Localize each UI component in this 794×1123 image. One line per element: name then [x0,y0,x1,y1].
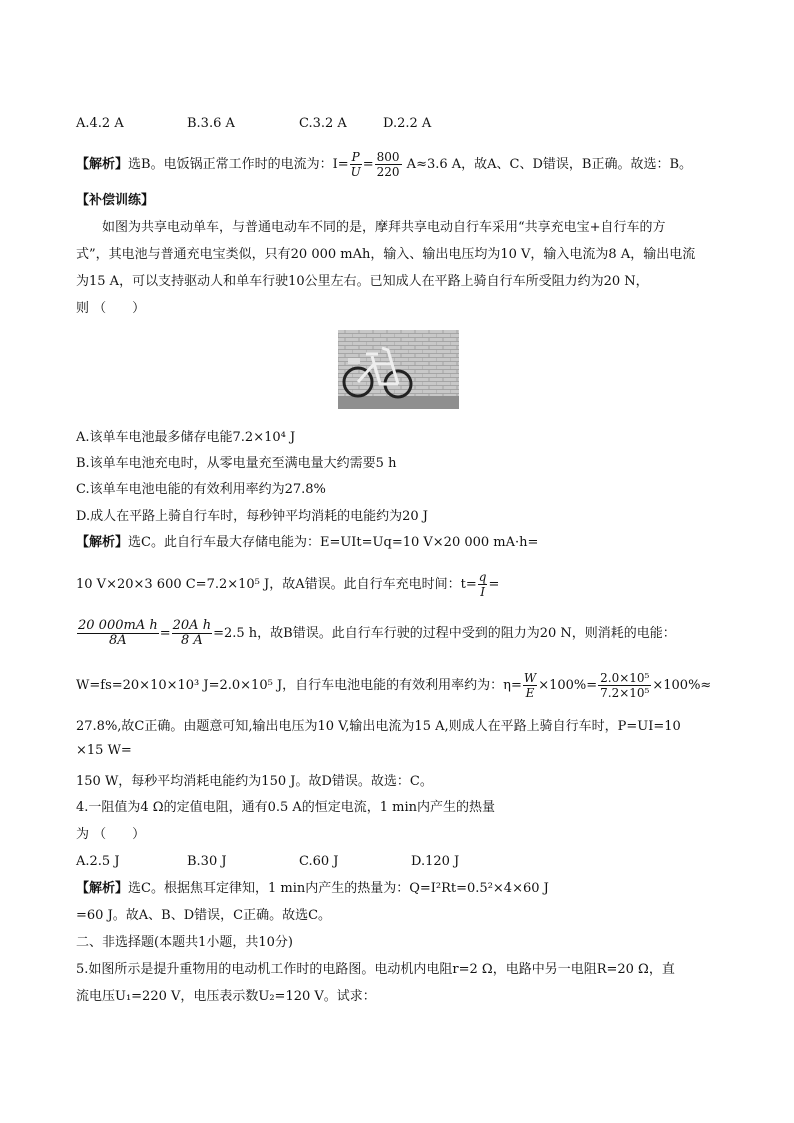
q3-line-4: 则 （ ） [76,301,146,316]
option-a: A.4.2 A [76,116,124,131]
option-b: B.3.6 A [187,116,235,131]
analysis-4-line-2: =60 J。故A、B、D错误，C正确。故选C。 [76,908,332,923]
analysis-tag: 【解析】 [76,157,129,172]
analysis-3-line-3: $\frac{\text{20 000mA h}}{8A}$ = $\frac{\text{20A h}}{8 A}$ =2.5 h，故B错误。此自行车行驶的过程中受到的阻力为20 N，则消耗的电能： [78,618,676,648]
analysis-3-line-7: 150 W，每秒平均消耗电能约为150 J。故D错误。故选：C。 [76,774,433,789]
analysis-3-line-5: 27.8%,故C正确。由题意可知,输出电压为10 V,输出电流为15 A,则成人在平路上骑自行车时，P=UI=10 [76,719,681,734]
fraction-p-over-u: $\frac{P}{U}$ [350,150,361,179]
analysis-1: 【解析】选B。电饭锅正常工作时的电流为：I= $\frac{P}{U}$ = $\frac{800}{220}$ A≈3.6 A，故A、C、D错误，B正确。故选：B。 [76,150,693,179]
q4-line-2: 为 （ ） [76,827,146,842]
q3-option-c: C.该单车电池电能的有效利用率约为27.8% [76,482,326,497]
q4-line-1: 4.一阻值为4 Ω的定值电阻，通有0.5 A的恒定电流，1 min内产生的热量 [76,800,496,815]
q5-line-1: 5.如图所示是提升重物用的电动机工作时的电路图。电动机内电阻r=2 Ω，电路中另一电阻R=20 Ω，直 [76,962,675,977]
analysis-3-line-2: 10 V×20×3 600 C=7.2×10⁵ J，故A错误。此自行车充电时间：t= $\frac{q}{I}$ = [76,570,500,599]
fraction-ah-over-a: $\frac{\text{20A h}}{8 A}$ [172,618,212,648]
analysis-3-line-6: ×15 W= [76,743,132,758]
section-2-heading: 二、非选择题(本题共1小题，共10分) [76,935,293,950]
analysis-3-line-1: 【解析】选C。此自行车最大存储电能为：E=UIt=Uq=10 V×20 000 mA·h= [76,535,539,550]
section-supplementary-training: 【补偿训练】 [76,193,155,208]
fraction-charge-over-current: $\frac{\text{20 000mA h}}{8A}$ [78,618,158,648]
q3-line-2: 式”，其电池与普通充电宝类似，只有20 000 mAh，输入、输出电压均为10 V，输入电流为8 A，输出电流 [76,247,696,262]
q3-line-3: 为15 A，可以支持驱动人和单车行驶10公里左右。已知成人在平路上骑自行车所受阻力约为20 N， [76,274,649,289]
fraction-800-over-220: $\frac{800}{220}$ [376,150,400,179]
shared-bike-photo [338,330,459,409]
q3-option-d: D.成人在平路上骑自行车时，每秒钟平均消耗的电能约为20 J [76,509,428,524]
prev-question-options [76,114,431,134]
q4-options: A.2.5 J B.30 J C.60 J D.120 J [76,854,460,869]
q3-option-b: B.该单车电池充电时，从零电量充至满电量大约需要5 h [76,456,397,471]
fraction-q-over-i: $\frac{q}{I}$ [478,570,487,599]
analysis-4-line-1: 【解析】选C。根据焦耳定律知，1 min内产生的热量为：Q=I²Rt=0.5²×4×60 J [76,881,549,896]
fraction-w-over-e: $\frac{W}{E}$ [523,671,537,700]
option-d: D.2.2 A [383,116,432,131]
q3-option-a: A.该单车电池最多储存电能7.2×10⁴ J [76,430,296,445]
option-c: C.3.2 A [299,116,347,131]
analysis-3-line-4: W=fs=20×10×10³ J=2.0×10⁵ J，自行车电池电能的有效利用率约为：η= $\frac{W}{E}$ ×100%= $\frac{\text{2.0×10⁵}}{\text{7.2×10⁵}}$ ×100%≈ [76,671,712,700]
q3-line-1: 如图为共享电动单车，与普通电动车不同的是，摩拜共享电动自行车采用“共享充电宝+自行车的方 [102,220,666,235]
q5-line-2: 流电压U₁=220 V，电压表示数U₂=120 V。试求： [76,989,376,1004]
fraction-efficiency: $\frac{\text{2.0×10⁵}}{\text{7.2×10⁵}}$ [600,671,650,700]
